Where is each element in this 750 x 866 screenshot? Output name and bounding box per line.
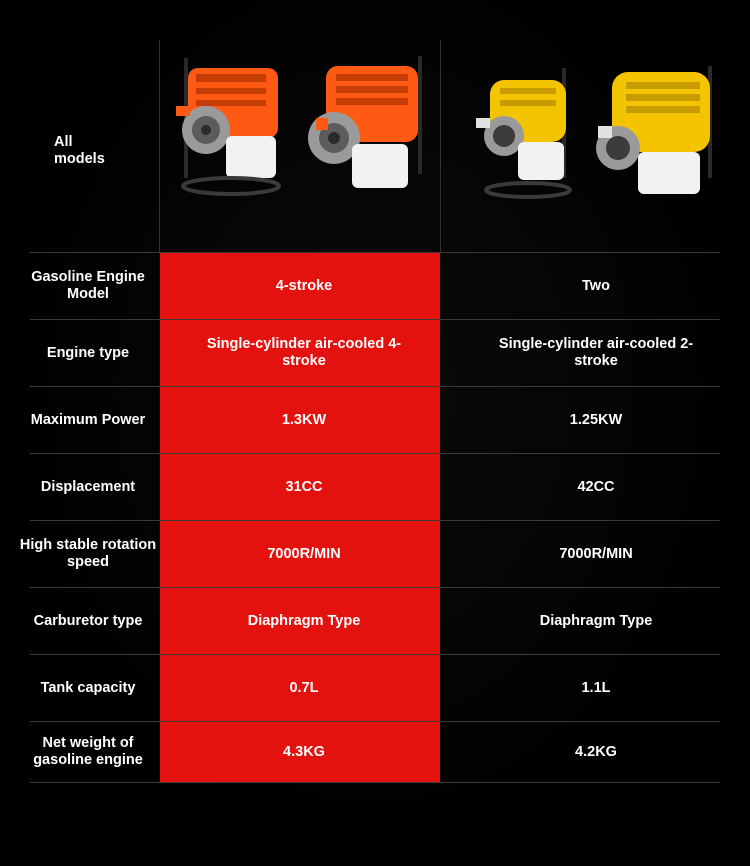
row-divider [30,782,720,783]
orange-engine-left [176,58,279,194]
cell-4stroke-tank-capacity: 0.7L [289,679,319,696]
cell-4stroke-engine-type: Single-cylinder air-cooled 4-stroke [206,336,402,369]
cell-2stroke-engine-type: Single-cylinder air-cooled 2-stroke [498,336,694,369]
cell-4stroke-engine-model: 4-stroke [275,277,333,294]
header-divider-left [159,40,160,252]
cell-2stroke-engine-model: Two [582,277,610,294]
orange-engine-right [308,56,422,188]
yellow-engine-left [476,68,570,197]
orange-engine-image [166,48,436,208]
cell-4stroke-maximum-power: 1.3KW [281,411,327,428]
cell-2stroke-displacement: 42CC [577,478,615,495]
header-divider-middle [440,40,441,252]
row-label-displacement: Displacement [40,478,136,495]
cell-4stroke-carburetor-type: Diaphragm Type [247,612,361,629]
cell-2stroke-tank-capacity: 1.1L [581,679,611,696]
yellow-engine-image [466,58,726,208]
row-label-tank-capacity: Tank capacity [40,679,136,696]
row-label-rotation-speed: High stable rotation speed [19,537,157,570]
cell-2stroke-carburetor-type: Diaphragm Type [539,612,653,629]
cell-4stroke-displacement: 31CC [285,478,323,495]
row-label-carburetor-type: Carburetor type [33,612,143,629]
cell-2stroke-maximum-power: 1.25KW [569,411,623,428]
cell-2stroke-net-weight: 4.2KG [575,743,617,760]
row-label-engine-type: Engine type [46,344,130,361]
yellow-engine-right [596,66,712,194]
cell-2stroke-rotation-speed: 7000R/MIN [559,545,633,562]
all-models-label: All models [54,134,105,167]
cell-4stroke-rotation-speed: 7000R/MIN [267,545,341,562]
cell-4stroke-net-weight: 4.3KG [283,743,325,760]
row-label-net-weight: Net weight of gasoline engine [33,735,143,768]
row-label-maximum-power: Maximum Power [30,411,146,428]
row-label-engine-model: Gasoline Engine Model [31,269,145,302]
